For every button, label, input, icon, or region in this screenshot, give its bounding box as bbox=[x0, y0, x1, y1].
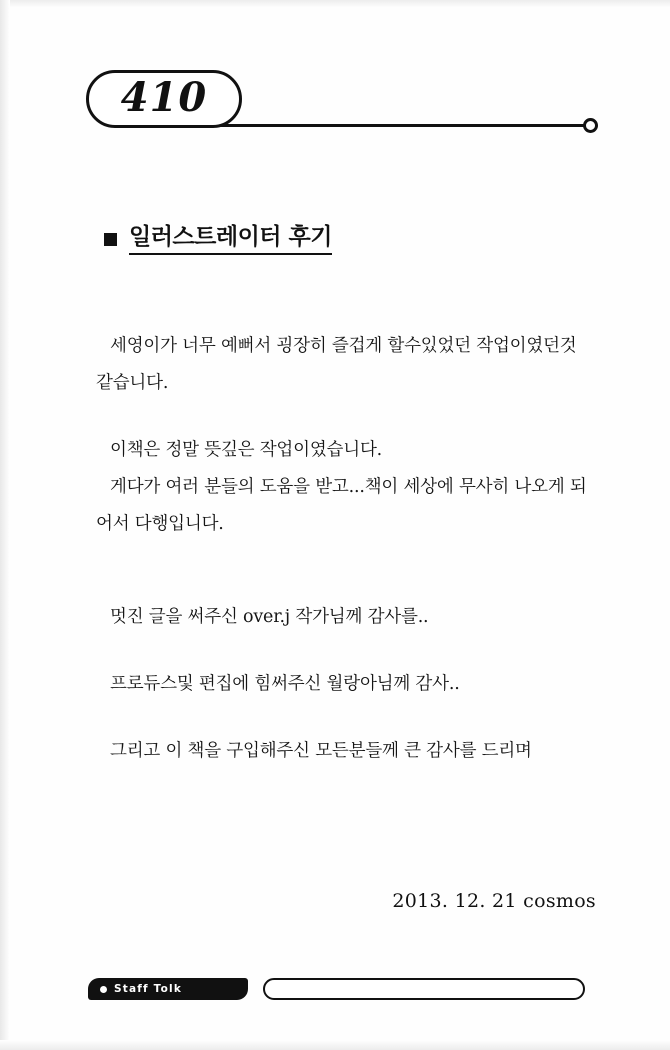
spacer bbox=[96, 703, 596, 733]
paragraph: 세영이가 너무 예뻐서 굉장히 즐겁게 할수있었던 작업이였던것 같습니다. bbox=[96, 336, 577, 393]
footer-tab-label: Staff Tolk bbox=[114, 983, 183, 995]
body-text bbox=[96, 328, 596, 770]
section-heading bbox=[104, 218, 332, 255]
page-title: 일러스트레이터 후기 bbox=[129, 218, 332, 255]
spacer bbox=[96, 402, 596, 432]
paragraph: 프로듀스및 편집에 힘써주신 월랑아님께 감사.. bbox=[110, 674, 460, 694]
paragraph: 이책은 정말 뜻깊은 작업이였습니다. bbox=[110, 440, 383, 460]
page-edge-top bbox=[0, 0, 670, 8]
spacer bbox=[96, 636, 596, 666]
page-edge-left bbox=[0, 0, 10, 1050]
page-edge-bottom bbox=[0, 1040, 670, 1050]
circle-dot-icon bbox=[583, 118, 598, 133]
paragraph: 그리고 이 책을 구입해주신 모든분들께 큰 감사를 드리며 bbox=[110, 741, 532, 761]
page-number: 410 bbox=[120, 74, 208, 121]
paragraph: 멋진 글을 써주신 over.j 작가님께 감사를.. bbox=[110, 607, 429, 627]
signature-date: 2013. 12. 21 cosmos bbox=[392, 890, 596, 912]
square-bullet-icon bbox=[104, 233, 117, 246]
paragraph: 게다가 여러 분들의 도움을 받고...책이 세상에 무사히 나오게 되어서 다행입니다. bbox=[96, 477, 587, 534]
footer-bar bbox=[263, 978, 585, 1000]
footer-tab bbox=[88, 978, 248, 1000]
page-header bbox=[0, 62, 670, 152]
page-footer bbox=[88, 978, 588, 1002]
bullet-dot-icon bbox=[100, 986, 107, 993]
spacer bbox=[96, 543, 596, 599]
